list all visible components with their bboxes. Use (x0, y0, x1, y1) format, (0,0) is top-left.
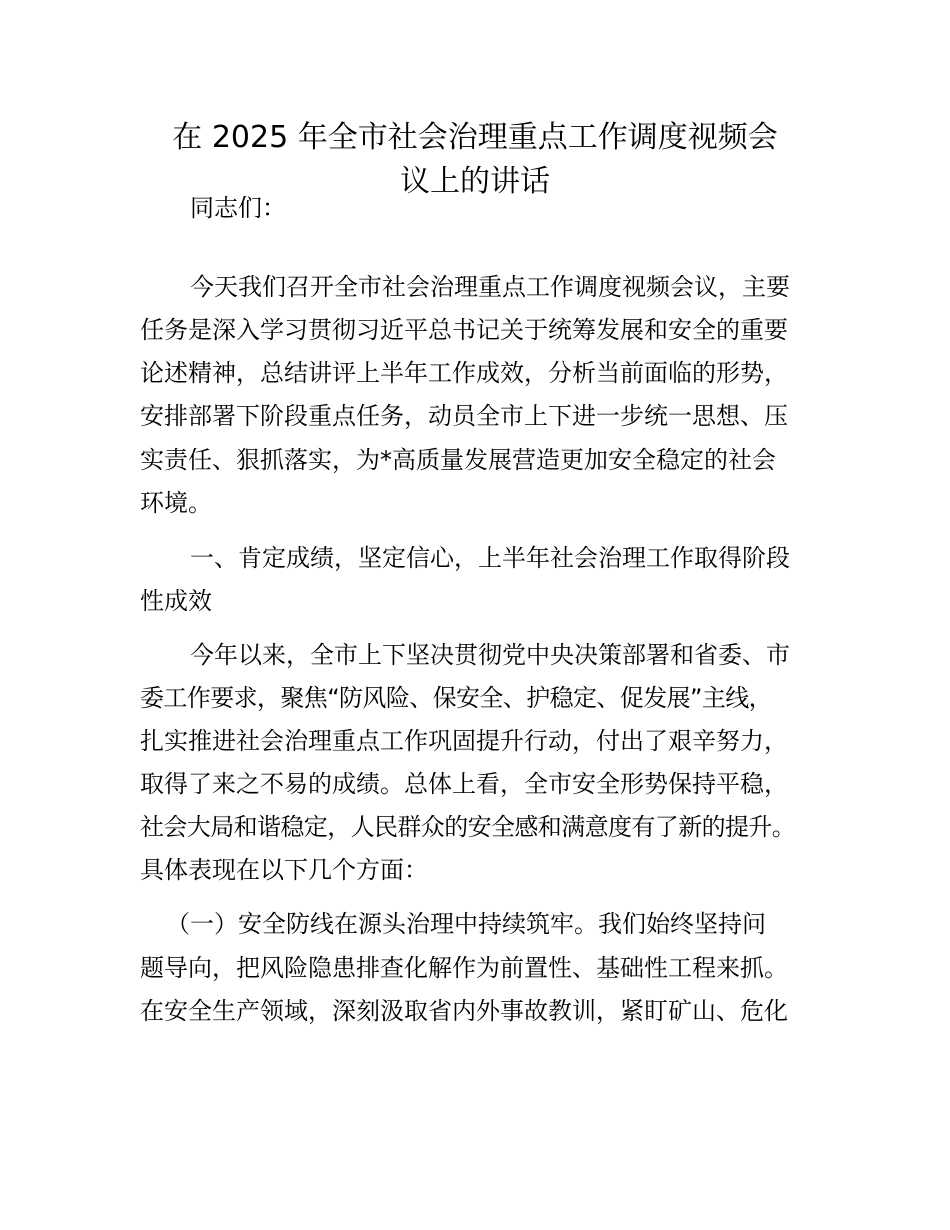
paragraph-3-line-3: 在安全生产领域，深刻汲取省内外事故教训，紧盯矿山、危化 (140, 997, 788, 1025)
paragraph-1-line-4: 安排部署下阶段重点任务，动员全市上下进一步统一思想、压 (140, 402, 788, 430)
paragraph-2-line-6: 具体表现在以下几个方面： (140, 856, 428, 884)
paragraph-1-line-6: 环境。 (140, 489, 212, 517)
paragraph-3-line-2: 题导向，把风险隐患排查化解作为前置性、基础性工程来抓。 (140, 954, 788, 982)
paragraph-2-line-2: 委工作要求，聚焦“防风险、保安全、护稳定、促发展”主线， (140, 684, 773, 712)
paragraph-1-line-3: 论述精神，总结讲评上半年工作成效，分析当前面临的形势， (140, 359, 788, 387)
section-heading-1-line-2: 性成效 (140, 587, 212, 615)
paragraph-3-line-1: （一）安全防线在源头治理中持续筑牢。我们始终坚持问 (166, 910, 766, 938)
paragraph-1-line-1: 今天我们召开全市社会治理重点工作调度视频会议，主要 (190, 273, 790, 301)
document-title-line-1: 在 2025 年全市社会治理重点工作调度视频会 (172, 120, 778, 155)
section-heading-1-line-1: 一、肯定成绩，坚定信心，上半年社会治理工作取得阶段 (190, 544, 790, 572)
paragraph-1-line-2: 任务是深入学习贯彻习近平总书记关于统筹发展和安全的重要 (140, 316, 788, 344)
paragraph-1-line-5: 实责任、狠抓落实，为*高质量发展营造更加安全稳定的社会 (140, 446, 776, 474)
paragraph-2-line-4: 取得了来之不易的成绩。总体上看，全市安全形势保持平稳， (140, 770, 788, 798)
document-title-line-2: 议上的讲话 (400, 164, 550, 199)
paragraph-2-line-5: 社会大局和谐稳定，人民群众的安全感和满意度有了新的提升。 (140, 813, 796, 841)
paragraph-2-line-1: 今年以来，全市上下坚决贯彻党中央决策部署和省委、市 (190, 641, 790, 669)
salutation: 同志们： (190, 194, 286, 222)
paragraph-2-line-3: 扎实推进社会治理重点工作巩固提升行动，付出了艰辛努力， (140, 727, 788, 755)
